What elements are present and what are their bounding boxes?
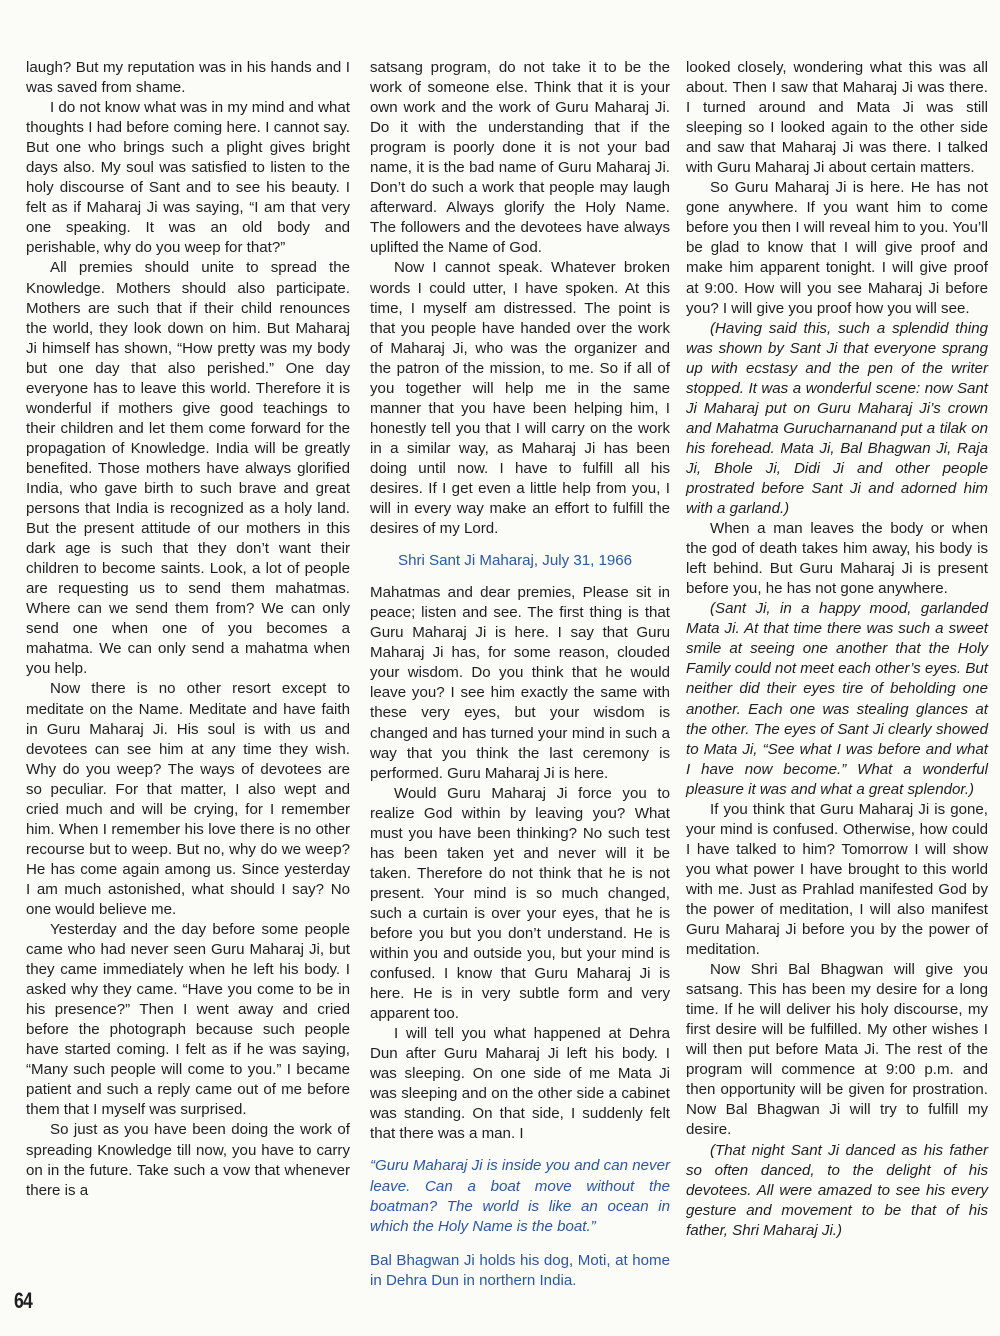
paragraph: I will tell you what happened at Dehra Dun after Guru Maharaj Ji left his body. I was sleeping. On one side of me Mata Ji was sleeping and on the other side a cabinet was standing. On that side, I suddenly felt that there was a man. I — [370, 1025, 670, 1143]
text-column-1 — [26, 58, 350, 1201]
paragraph: Yesterday and the day before some people came who had never seen Guru Maharaj Ji, but they came immediately when he left his body. I asked why they came. “Have you come to be in his presence?” Then I went away and cried before the photograph because such people have started coming. I felt as if he was saying, “Many such people will come to you.” I became patient and such a reply came out of me before them that I myself was surprised. — [26, 921, 350, 1119]
paragraph: satsang program, do not take it to be the work of someone else. Think that it is your own work and the work of Guru Maharaj Ji. Do it with the understanding that if the program is poorly done it is not your bad name, it is the bad name of Guru Maharaj Ji. Don’t do such a work that people may laugh afterward. Always glorify the Holy Name. The followers and the devotees have always uplifted the Name of God. — [370, 59, 670, 257]
paragraph: Would Guru Maharaj Ji force you to realize God within by leaving you? What must you have been thinking? No such test has been taken yet and never will it be taken. Therefore do not think that he is not present. Your mind is so much changed, such a curtain is over your eyes, that he is before you but you don’t understand. He is within you and outside you, but your mind is confused. I know that Guru Maharaj Ji is here. He is in very subtle form and very apparent too. — [370, 784, 670, 1023]
paragraph: So just as you have been doing the work of spreading Knowledge till now, you have to carry on in the future. Take such a vow that whenever there is a — [26, 1121, 350, 1199]
paragraph: looked closely, wondering what this was all about. Then I saw that Maharaj Ji was there. I turned around and Mata Ji was still sleeping so I looked again to the other side and saw that Maharaj Ji was there. I talked with Guru Maharaj Ji about certain matters. — [686, 59, 988, 177]
caption-text: Bal Bhagwan Ji holds his dog, Moti, at home in Dehra Dun in northern India. — [370, 1251, 670, 1289]
italic-paragraph: (That night Sant Ji danced as his father so often danced, to the delight of his devotees. All were amazed to see his every gesture and movement to be that of his father, Shri Maharaj Ji.) — [686, 1141, 988, 1239]
paragraph: Mahatmas and dear premies, Please sit in peace; listen and see. The first thing is that Guru Maharaj Ji is here. I say that Guru Maharaj Ji has, for some reason, clouded your wisdom. Do you think that he would leave you? I see him exactly the same with these very eyes, but your wisdom is changed and has turned your mind in such a way that you think the last ceremony is performed. Guru Maharaj Ji is here. — [370, 584, 670, 782]
text-column-3 — [686, 58, 988, 1241]
page-number: 64 — [14, 1288, 32, 1313]
paragraph: Now Shri Bal Bhagwan will give you satsang. This has been my desire for a long time. If he will deliver his holy discourse, my first desire will be fulfilled. My other wishes I will then put before Mata Ji. The rest of the program will commence at 9:00 p.m. and then opportunity will be given for prostration. Now Bal Bhagwan Ji will try to fulfill my desire. — [686, 961, 988, 1139]
paragraph: Now I cannot speak. Whatever broken words I could utter, I have spoken. At this time, I myself am distressed. The point is that you people have handed over the work of Maharaj Ji, who was the organizer and the patron of the mission, to me. So if all of you together will help me in the same manner that you have been helping him, I honestly tell you that I will carry on the work in a similar way, as Maharaj Ji has been doing until now. I have to fulfill all his desires. If I get even a little help from you, I will in every way make an effort to fulfill the desires of my Lord. — [370, 259, 670, 538]
italic-paragraph: (Sant Ji, in a happy mood, garlanded Mata Ji. At that time there was such a sweet smile at seeing one another that the Holy Family could not meet each other’s eyes. But neither did their eyes tire of beholding one another. Each one was stealing glances at the other. The eyes of Sant Ji clearly showed to Mata Ji, “See what I was before and what I have now become.” What a wonderful pleasure it was and what a great splendor.) — [686, 600, 988, 798]
paragraph: Now there is no other resort except to meditate on the Name. Meditate and have faith in Guru Maharaj Ji. His soul is with us and devotees can see him at any time they wish. Why do you weep? The ways of devotees are so peculiar. For that matter, I also wept and cried much and will be crying, for I remember him. When I remember his love there is no other recourse but to weep. But no, why do we weep? He has come again among us. Since yesterday I am much astonished, what should I say? No one would believe me. — [26, 680, 350, 918]
section-heading: Shri Sant Ji Maharaj, July 31, 1966 — [398, 552, 633, 570]
paragraph: I do not know what was in my mind and what thoughts I had before coming here. I cannot say. But one who brings such a plight gives bright days also. My soul was satisfied to listen to the holy discourse of Sant and to see his beauty. I felt as if Maharaj Ji was saying, “I am that very one speaking. It was an old body and perishable, why do you weep for that?” — [26, 99, 350, 257]
text-column-2 — [370, 58, 670, 1291]
paragraph: All premies should unite to spread the Knowledge. Mothers should also participate. Mothers are such that if their child renounces the world, they look down on him. But Maharaj Ji himself has shown, “How pretty was my body but one day that also perished.” One day everyone has to leave this world. Therefore it is wonderful if mothers give good teachings to their children and let them come forward for the propagation of Knowledge. India will be greatly benefited. Those mothers have always glorified India, who gave birth to such brave and great persons that India is recognized as a holy land. But the present attitude of our mothers in this dark age is such that they don’t want their children to become saints. Look, a lot of people are requesting us to send them mahatmas. Where can we send them from? We can only send one when one of you becomes a mahatma. We can only send a mahatma when you help. — [26, 259, 350, 678]
paragraph: laugh? But my reputation was in his hands and I was saved from shame. — [26, 59, 350, 97]
photo-caption — [370, 1156, 670, 1290]
caption-quote: “Guru Maharaj Ji is inside you and can never leave. Can a boat move without the boatman? The world is like an ocean in which the Holy Name is the boat.” — [370, 1157, 670, 1235]
paragraph: When a man leaves the body or when the god of death takes him away, his body is left behind. But Guru Maharaj Ji is present before you, he has not gone anywhere. — [686, 520, 988, 598]
paragraph: If you think that Guru Maharaj Ji is gone, your mind is confused. Otherwise, how could I have talked to him? Tomorrow I will show you what power I have brought to this world with me. Just as Prahlad manifested God by the power of meditation, I will also manifest Guru Maharaj Ji before you by the power of meditation. — [686, 800, 988, 959]
italic-paragraph: (Having said this, such a splendid thing was shown by Sant Ji that everyone sprang up with ecstasy and the pen of the writer stopped. It was a wonderful scene: now Sant Ji Maharaj put on Guru Maharaj Ji’s crown and Mahatma Gurucharnanand put a tilak on his forehead. Mata Ji, Bal Bhagwan Ji, Raja Ji, Bhole Ji, Didi Ji and other people prostrated before Sant Ji and adorned him with a garland.) — [686, 319, 988, 518]
paragraph: So Guru Maharaj Ji is here. He has not gone anywhere. If you want him to come before you then I will reveal him to you. You’ll be glad to know that I will give proof and make him apparent tonight. I will give proof at 9:00. How will you see Maharaj Ji before you? I will give you proof how you will see. — [686, 179, 988, 317]
